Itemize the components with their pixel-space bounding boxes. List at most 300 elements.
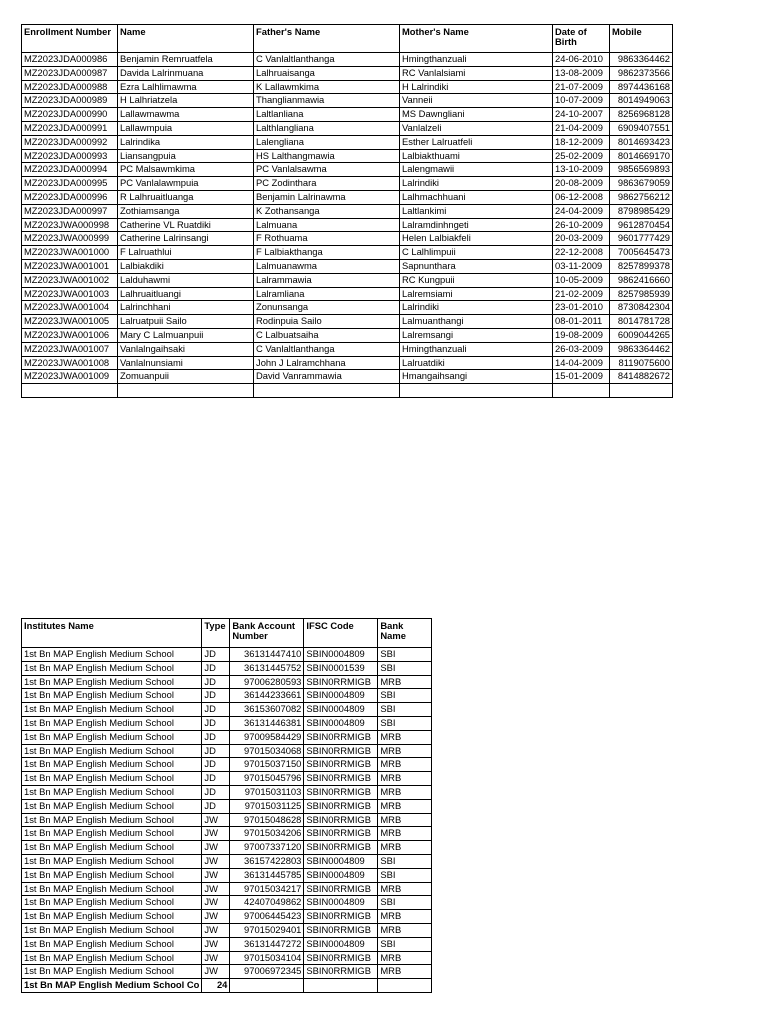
cell-type: JD — [202, 730, 230, 744]
table-row — [22, 273, 673, 287]
table-row — [22, 259, 673, 273]
cell-date-of-birth: 23-01-2010 — [553, 301, 610, 315]
cell-enrollment-number: MZ2023JWA000999 — [22, 232, 118, 246]
cell-mobile: 9863364462 — [610, 53, 673, 67]
table-row — [22, 910, 432, 924]
cell-type: JD — [202, 772, 230, 786]
cell-name: Benjamin Remruatfela — [118, 53, 254, 67]
header-mobile: Mobile — [610, 25, 673, 53]
cell-name: Lallawmawma — [118, 108, 254, 122]
cell-mobile: 8119075600 — [610, 356, 673, 370]
cell-name: Vanlalngaihsaki — [118, 342, 254, 356]
cell-bank-account-number: 36131447272 — [230, 937, 304, 951]
bank-table — [21, 618, 432, 993]
cell-bank-account-number: 97015031125 — [230, 799, 304, 813]
cell-name: Vanlalnunsiami — [118, 356, 254, 370]
cell-institutes-name: 1st Bn MAP English Medium School — [22, 896, 202, 910]
cell-fathers-name: Zonunsanga — [254, 301, 400, 315]
table-row — [22, 149, 673, 163]
cell-type: JW — [202, 813, 230, 827]
cell-date-of-birth — [553, 384, 610, 398]
cell-enrollment-number: MZ2023JWA001009 — [22, 370, 118, 384]
cell-bank-name: SBI — [378, 868, 432, 882]
cell-type: JW — [202, 854, 230, 868]
cell-enrollment-number: MZ2023JDA000989 — [22, 94, 118, 108]
table-row — [22, 204, 673, 218]
cell-date-of-birth: 20-08-2009 — [553, 177, 610, 191]
cell-mobile: 8256968128 — [610, 108, 673, 122]
cell-mothers-name: Lalrindiki — [400, 177, 553, 191]
cell-mobile: 7005645473 — [610, 246, 673, 260]
cell-name: Lallawmpuia — [118, 121, 254, 135]
cell-mobile: 9862756212 — [610, 190, 673, 204]
cell-name: Lalrindika — [118, 135, 254, 149]
cell-enrollment-number: MZ2023JDA000994 — [22, 163, 118, 177]
cell-institutes-name: 1st Bn MAP English Medium School — [22, 923, 202, 937]
cell-mobile — [610, 384, 673, 398]
cell-ifsc-code: SBIN0004809 — [304, 703, 378, 717]
cell-enrollment-number: MZ2023JDA000992 — [22, 135, 118, 149]
cell-ifsc-code: SBIN0RRMIGB — [304, 744, 378, 758]
cell-bank-account-number: 36131445785 — [230, 868, 304, 882]
cell-name: R Lalhruaitluanga — [118, 190, 254, 204]
cell-ifsc-code: SBIN0RRMIGB — [304, 882, 378, 896]
cell-date-of-birth: 10-07-2009 — [553, 94, 610, 108]
table-row — [22, 868, 432, 882]
cell-bank-name: SBI — [378, 896, 432, 910]
cell-fathers-name: Lalmuana — [254, 218, 400, 232]
cell-date-of-birth: 21-02-2009 — [553, 287, 610, 301]
cell-name — [118, 384, 254, 398]
cell-fathers-name: Laltlanliana — [254, 108, 400, 122]
cell-enrollment-number: MZ2023JDA000988 — [22, 80, 118, 94]
cell-type: JD — [202, 716, 230, 730]
cell-enrollment-number: MZ2023JDA000991 — [22, 121, 118, 135]
cell-type: JD — [202, 648, 230, 662]
cell-mothers-name: Hmingthanzuali — [400, 342, 553, 356]
cell-enrollment-number: MZ2023JWA001007 — [22, 342, 118, 356]
table-row — [22, 108, 673, 122]
table-row — [22, 744, 432, 758]
total-blank-3 — [378, 979, 432, 993]
table-row — [22, 675, 432, 689]
header-type: Type — [202, 619, 230, 648]
cell-bank-account-number: 97006445423 — [230, 910, 304, 924]
cell-fathers-name: C Vanlaltlanthanga — [254, 53, 400, 67]
cell-date-of-birth: 21-04-2009 — [553, 121, 610, 135]
cell-bank-account-number: 36131446381 — [230, 716, 304, 730]
cell-ifsc-code: SBIN0001539 — [304, 661, 378, 675]
cell-ifsc-code: SBIN0RRMIGB — [304, 799, 378, 813]
cell-ifsc-code: SBIN0RRMIGB — [304, 758, 378, 772]
header-bank-account-number: Bank Account Number — [230, 619, 304, 648]
total-label: 1st Bn MAP English Medium School Co — [22, 979, 202, 993]
cell-name: Lalrinchhani — [118, 301, 254, 315]
cell-bank-account-number: 97015037150 — [230, 758, 304, 772]
cell-bank-name: MRB — [378, 730, 432, 744]
cell-institutes-name: 1st Bn MAP English Medium School — [22, 799, 202, 813]
cell-mothers-name: MS Dawngliani — [400, 108, 553, 122]
header-date-of-birth: Date of Birth — [553, 25, 610, 53]
bank-header-row — [22, 619, 432, 648]
cell-name: Lalduhawmi — [118, 273, 254, 287]
table-row — [22, 841, 432, 855]
cell-ifsc-code: SBIN0RRMIGB — [304, 951, 378, 965]
cell-bank-account-number: 97015034206 — [230, 827, 304, 841]
cell-institutes-name: 1st Bn MAP English Medium School — [22, 689, 202, 703]
cell-bank-name: MRB — [378, 744, 432, 758]
cell-ifsc-code: SBIN0004809 — [304, 937, 378, 951]
cell-enrollment-number: MZ2023JWA001008 — [22, 356, 118, 370]
table-row — [22, 772, 432, 786]
cell-enrollment-number: MZ2023JDA000997 — [22, 204, 118, 218]
cell-mobile: 8414882672 — [610, 370, 673, 384]
cell-bank-name: MRB — [378, 675, 432, 689]
table-row — [22, 342, 673, 356]
cell-mothers-name: Lalramdinhngeti — [400, 218, 553, 232]
cell-date-of-birth: 03-11-2009 — [553, 259, 610, 273]
table-row — [22, 53, 673, 67]
table-row — [22, 813, 432, 827]
cell-ifsc-code: SBIN0RRMIGB — [304, 827, 378, 841]
cell-mothers-name: Esther Lalruatfeli — [400, 135, 553, 149]
cell-date-of-birth: 13-10-2009 — [553, 163, 610, 177]
cell-mobile: 8257899378 — [610, 259, 673, 273]
cell-bank-account-number: 36131447410 — [230, 648, 304, 662]
table-row — [22, 648, 432, 662]
cell-mothers-name: Hmangaihsangi — [400, 370, 553, 384]
cell-enrollment-number: MZ2023JWA001006 — [22, 328, 118, 342]
cell-institutes-name: 1st Bn MAP English Medium School — [22, 882, 202, 896]
cell-mothers-name: Hmingthanzuali — [400, 53, 553, 67]
total-count: 24 — [202, 979, 230, 993]
cell-type: JW — [202, 923, 230, 937]
cell-institutes-name: 1st Bn MAP English Medium School — [22, 827, 202, 841]
cell-fathers-name: F Lalbiakthanga — [254, 246, 400, 260]
table-row — [22, 356, 673, 370]
table-row — [22, 896, 432, 910]
cell-institutes-name: 1st Bn MAP English Medium School — [22, 937, 202, 951]
cell-bank-name: SBI — [378, 716, 432, 730]
cell-bank-account-number: 36153607082 — [230, 703, 304, 717]
cell-ifsc-code: SBIN0RRMIGB — [304, 841, 378, 855]
cell-bank-name: SBI — [378, 703, 432, 717]
cell-date-of-birth: 15-01-2009 — [553, 370, 610, 384]
cell-bank-name: SBI — [378, 661, 432, 675]
cell-fathers-name: Lalrammawia — [254, 273, 400, 287]
cell-mobile: 9862373566 — [610, 66, 673, 80]
cell-fathers-name: Thanglianmawia — [254, 94, 400, 108]
cell-date-of-birth: 26-10-2009 — [553, 218, 610, 232]
table-row — [22, 799, 432, 813]
cell-institutes-name: 1st Bn MAP English Medium School — [22, 648, 202, 662]
cell-institutes-name: 1st Bn MAP English Medium School — [22, 813, 202, 827]
table-row — [22, 328, 673, 342]
table-row — [22, 232, 673, 246]
cell-ifsc-code: SBIN0RRMIGB — [304, 923, 378, 937]
cell-institutes-name: 1st Bn MAP English Medium School — [22, 758, 202, 772]
cell-enrollment-number: MZ2023JWA001002 — [22, 273, 118, 287]
cell-enrollment-number: MZ2023JDA000996 — [22, 190, 118, 204]
cell-name: Lalbiakdiki — [118, 259, 254, 273]
cell-type: JW — [202, 868, 230, 882]
cell-fathers-name: Lalramliana — [254, 287, 400, 301]
table-row — [22, 135, 673, 149]
cell-date-of-birth: 18-12-2009 — [553, 135, 610, 149]
cell-bank-name: MRB — [378, 758, 432, 772]
cell-bank-account-number: 97015034104 — [230, 951, 304, 965]
cell-mobile: 9601777429 — [610, 232, 673, 246]
cell-bank-account-number: 36157422803 — [230, 854, 304, 868]
cell-institutes-name: 1st Bn MAP English Medium School — [22, 965, 202, 979]
cell-fathers-name: David Vanrammawia — [254, 370, 400, 384]
cell-name: Zothiamsanga — [118, 204, 254, 218]
cell-enrollment-number: MZ2023JDA000987 — [22, 66, 118, 80]
cell-bank-account-number: 97007337120 — [230, 841, 304, 855]
cell-ifsc-code: SBIN0004809 — [304, 896, 378, 910]
cell-date-of-birth: 26-03-2009 — [553, 342, 610, 356]
cell-type: JW — [202, 841, 230, 855]
cell-type: JD — [202, 758, 230, 772]
cell-enrollment-number: MZ2023JWA001004 — [22, 301, 118, 315]
cell-mobile: 9863364462 — [610, 342, 673, 356]
cell-bank-account-number: 36131445752 — [230, 661, 304, 675]
cell-type: JW — [202, 827, 230, 841]
cell-date-of-birth: 24-06-2010 — [553, 53, 610, 67]
table-row — [22, 785, 432, 799]
cell-type: JW — [202, 951, 230, 965]
cell-name: Zomuanpuii — [118, 370, 254, 384]
cell-fathers-name: Lalengliana — [254, 135, 400, 149]
cell-bank-name: MRB — [378, 772, 432, 786]
cell-bank-account-number: 97015045796 — [230, 772, 304, 786]
cell-institutes-name: 1st Bn MAP English Medium School — [22, 716, 202, 730]
cell-date-of-birth: 13-08-2009 — [553, 66, 610, 80]
table-row — [22, 758, 432, 772]
cell-date-of-birth: 08-01-2011 — [553, 315, 610, 329]
table-row — [22, 301, 673, 315]
cell-bank-account-number: 97009584429 — [230, 730, 304, 744]
table-row — [22, 730, 432, 744]
cell-mobile: 6009044265 — [610, 328, 673, 342]
cell-fathers-name: Benjamin Lalrinawma — [254, 190, 400, 204]
cell-name: Ezra Lalhlimawma — [118, 80, 254, 94]
cell-institutes-name: 1st Bn MAP English Medium School — [22, 675, 202, 689]
cell-bank-name: SBI — [378, 648, 432, 662]
cell-mobile: 6909407551 — [610, 121, 673, 135]
cell-mothers-name: Sapnunthara — [400, 259, 553, 273]
cell-mobile: 9612870454 — [610, 218, 673, 232]
cell-institutes-name: 1st Bn MAP English Medium School — [22, 868, 202, 882]
cell-enrollment-number: MZ2023JDA000995 — [22, 177, 118, 191]
cell-mobile: 9862416660 — [610, 273, 673, 287]
header-enrollment-number: Enrollment Number — [22, 25, 118, 53]
cell-institutes-name: 1st Bn MAP English Medium School — [22, 744, 202, 758]
cell-institutes-name: 1st Bn MAP English Medium School — [22, 854, 202, 868]
cell-bank-account-number: 42407049862 — [230, 896, 304, 910]
cell-name: Catherine Lalrinsangi — [118, 232, 254, 246]
cell-fathers-name: HS Lalthangmawia — [254, 149, 400, 163]
cell-ifsc-code: SBIN0RRMIGB — [304, 675, 378, 689]
cell-mothers-name: C Lalhlimpuii — [400, 246, 553, 260]
cell-mothers-name: Vanlalzeli — [400, 121, 553, 135]
cell-mothers-name: Lalrindiki — [400, 301, 553, 315]
cell-fathers-name: PC Zodinthara — [254, 177, 400, 191]
cell-ifsc-code: SBIN0004809 — [304, 716, 378, 730]
cell-fathers-name: K Lallawmkima — [254, 80, 400, 94]
cell-mobile: 8014949063 — [610, 94, 673, 108]
cell-type: JD — [202, 661, 230, 675]
header-institutes-name: Institutes Name — [22, 619, 202, 648]
table-row — [22, 882, 432, 896]
cell-bank-account-number: 36144233661 — [230, 689, 304, 703]
cell-type: JD — [202, 675, 230, 689]
cell-enrollment-number: MZ2023JDA000986 — [22, 53, 118, 67]
cell-institutes-name: 1st Bn MAP English Medium School — [22, 772, 202, 786]
cell-mothers-name: Helen Lalbiakfeli — [400, 232, 553, 246]
table-row — [22, 661, 432, 675]
cell-date-of-birth: 21-07-2009 — [553, 80, 610, 94]
cell-mothers-name: RC Kungpuii — [400, 273, 553, 287]
cell-date-of-birth: 10-05-2009 — [553, 273, 610, 287]
cell-fathers-name: Lalhruaisanga — [254, 66, 400, 80]
cell-date-of-birth: 14-04-2009 — [553, 356, 610, 370]
cell-enrollment-number: MZ2023JDA000993 — [22, 149, 118, 163]
cell-mothers-name: Lalremsiami — [400, 287, 553, 301]
cell-bank-account-number: 97015031103 — [230, 785, 304, 799]
total-blank-1 — [230, 979, 304, 993]
cell-bank-account-number: 97006972345 — [230, 965, 304, 979]
total-row — [22, 979, 432, 993]
cell-bank-name: MRB — [378, 841, 432, 855]
cell-mobile: 8014781728 — [610, 315, 673, 329]
cell-fathers-name: PC Vanlalsawma — [254, 163, 400, 177]
table-row — [22, 163, 673, 177]
cell-name: Lalhruaitluangi — [118, 287, 254, 301]
cell-mobile: 8974436168 — [610, 80, 673, 94]
table-row — [22, 177, 673, 191]
cell-fathers-name: John J Lalramchhana — [254, 356, 400, 370]
cell-bank-name: MRB — [378, 882, 432, 896]
cell-ifsc-code: SBIN0RRMIGB — [304, 965, 378, 979]
cell-enrollment-number — [22, 384, 118, 398]
cell-bank-account-number: 97015034217 — [230, 882, 304, 896]
cell-mobile: 9856569893 — [610, 163, 673, 177]
cell-mothers-name: H Lalrindiki — [400, 80, 553, 94]
header-fathers-name: Father's Name — [254, 25, 400, 53]
cell-name: F Lalruathlui — [118, 246, 254, 260]
cell-enrollment-number: MZ2023JWA001001 — [22, 259, 118, 273]
table-row — [22, 121, 673, 135]
cell-institutes-name: 1st Bn MAP English Medium School — [22, 951, 202, 965]
cell-mobile: 8798985429 — [610, 204, 673, 218]
cell-institutes-name: 1st Bn MAP English Medium School — [22, 661, 202, 675]
table-row — [22, 190, 673, 204]
cell-date-of-birth: 25-02-2009 — [553, 149, 610, 163]
cell-ifsc-code: SBIN0004809 — [304, 868, 378, 882]
cell-enrollment-number: MZ2023JWA000998 — [22, 218, 118, 232]
cell-type: JW — [202, 965, 230, 979]
cell-mobile: 8014669170 — [610, 149, 673, 163]
table-row — [22, 703, 432, 717]
cell-mothers-name: RC Vanlalsiami — [400, 66, 553, 80]
cell-institutes-name: 1st Bn MAP English Medium School — [22, 841, 202, 855]
header-name: Name — [118, 25, 254, 53]
cell-ifsc-code: SBIN0RRMIGB — [304, 785, 378, 799]
cell-ifsc-code: SBIN0004809 — [304, 648, 378, 662]
cell-mothers-name: Lalhmachhuani — [400, 190, 553, 204]
cell-type: JW — [202, 882, 230, 896]
header-ifsc-code: IFSC Code — [304, 619, 378, 648]
table-row — [22, 937, 432, 951]
cell-fathers-name: F Rothuama — [254, 232, 400, 246]
table-row — [22, 384, 673, 398]
cell-bank-name: MRB — [378, 923, 432, 937]
cell-bank-account-number: 97006280593 — [230, 675, 304, 689]
cell-mothers-name: Lalbiakthuami — [400, 149, 553, 163]
table-row — [22, 370, 673, 384]
table-row — [22, 66, 673, 80]
table-row — [22, 287, 673, 301]
cell-mothers-name: Laltlankimi — [400, 204, 553, 218]
cell-type: JW — [202, 937, 230, 951]
cell-institutes-name: 1st Bn MAP English Medium School — [22, 703, 202, 717]
cell-type: JD — [202, 799, 230, 813]
cell-bank-name: MRB — [378, 785, 432, 799]
cell-bank-name: MRB — [378, 827, 432, 841]
cell-name: Liansangpuia — [118, 149, 254, 163]
total-blank-2 — [304, 979, 378, 993]
cell-name: PC Malsawmkima — [118, 163, 254, 177]
cell-institutes-name: 1st Bn MAP English Medium School — [22, 785, 202, 799]
header-mothers-name: Mother's Name — [400, 25, 553, 53]
table-row — [22, 923, 432, 937]
cell-mothers-name: Lalruatdiki — [400, 356, 553, 370]
table-row — [22, 827, 432, 841]
cell-bank-name: SBI — [378, 689, 432, 703]
cell-bank-name: MRB — [378, 813, 432, 827]
cell-bank-account-number: 97015048628 — [230, 813, 304, 827]
cell-enrollment-number: MZ2023JDA000990 — [22, 108, 118, 122]
cell-mobile: 9863679059 — [610, 177, 673, 191]
cell-date-of-birth: 19-08-2009 — [553, 328, 610, 342]
cell-bank-name: MRB — [378, 910, 432, 924]
cell-name: Catherine VL Ruatdiki — [118, 218, 254, 232]
cell-fathers-name: Rodinpuia Sailo — [254, 315, 400, 329]
cell-type: JD — [202, 689, 230, 703]
table-row — [22, 246, 673, 260]
cell-date-of-birth: 24-04-2009 — [553, 204, 610, 218]
cell-date-of-birth: 22-12-2008 — [553, 246, 610, 260]
cell-ifsc-code: SBIN0RRMIGB — [304, 772, 378, 786]
table-row — [22, 94, 673, 108]
cell-mothers-name — [400, 384, 553, 398]
cell-bank-name: SBI — [378, 937, 432, 951]
table-row — [22, 689, 432, 703]
cell-bank-name: SBI — [378, 854, 432, 868]
cell-fathers-name — [254, 384, 400, 398]
cell-fathers-name: Lalmuanawma — [254, 259, 400, 273]
cell-mobile: 8730842304 — [610, 301, 673, 315]
cell-bank-name: MRB — [378, 799, 432, 813]
cell-date-of-birth: 06-12-2008 — [553, 190, 610, 204]
table-row — [22, 951, 432, 965]
cell-mothers-name: Lalengmawii — [400, 163, 553, 177]
cell-name: Lalruatpuii Sailo — [118, 315, 254, 329]
cell-enrollment-number: MZ2023JWA001005 — [22, 315, 118, 329]
cell-ifsc-code: SBIN0RRMIGB — [304, 730, 378, 744]
cell-type: JD — [202, 785, 230, 799]
